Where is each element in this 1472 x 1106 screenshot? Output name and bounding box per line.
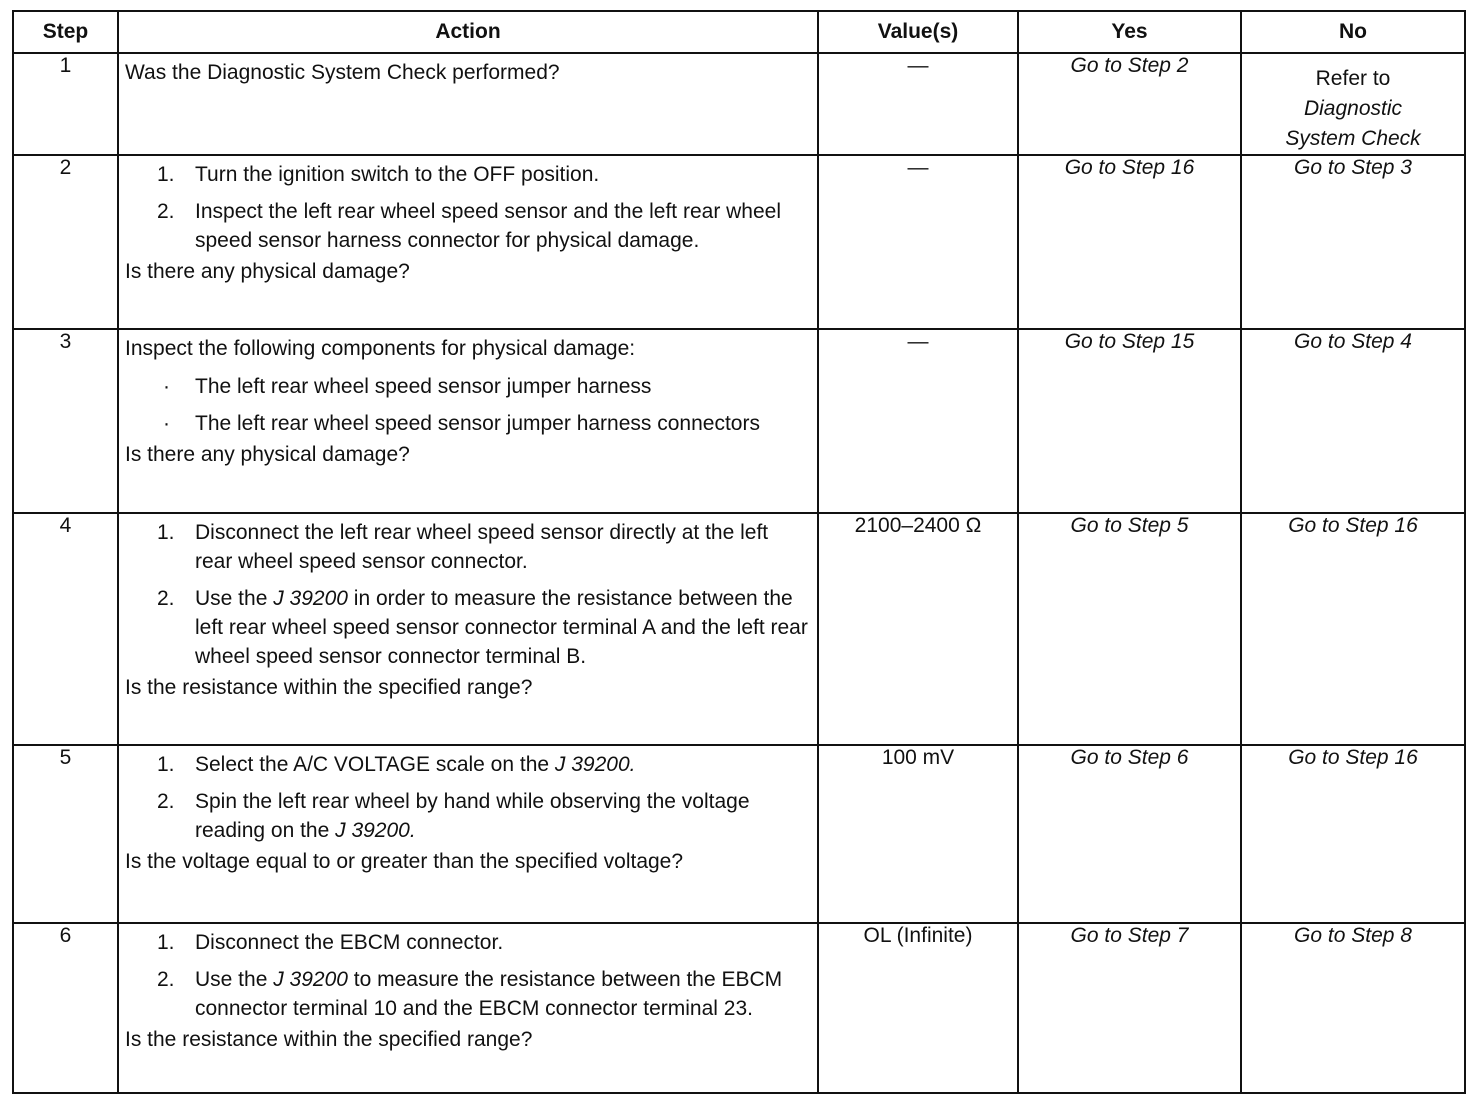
action-cell (118, 53, 818, 155)
action-bullet: · The left rear wheel speed sensor jumper harness connectors (163, 412, 760, 435)
header-no: No (1241, 11, 1465, 53)
no-cell: Go to Step 16 (1241, 745, 1465, 923)
table-row (13, 53, 1465, 155)
step-number: 6 (13, 923, 118, 1093)
action-step: 1. Select the A/C VOLTAGE scale on the J 39200. (157, 753, 636, 776)
header-yes: Yes (1018, 11, 1241, 53)
yes-cell: Go to Step 16 (1018, 155, 1241, 329)
value-cell: — (818, 155, 1018, 329)
no-refer-line: Refer to (1315, 67, 1391, 90)
no-refer-link-line1: Diagnostic (1303, 97, 1403, 120)
no-cell: Go to Step 16 (1241, 513, 1465, 745)
no-cell: Go to Step 8 (1241, 923, 1465, 1093)
value-cell: — (818, 53, 1018, 155)
table-row (13, 155, 1465, 329)
action-bullet: · The left rear wheel speed sensor jumper harness (163, 375, 652, 398)
action-intro: Inspect the following components for physical damage: (125, 337, 636, 360)
action-step: 1. Turn the ignition switch to the OFF position. (157, 163, 600, 186)
action-step: 2. Use the J 39200 in order to measure the resistance between the left rear wheel speed sensor connector terminal A and the left rear wheel speed sensor connector terminal B. (157, 587, 808, 668)
header-step: Step (13, 11, 118, 53)
header-action: Action (118, 11, 818, 53)
value-cell: 100 mV (818, 745, 1018, 923)
yes-cell: Go to Step 6 (1018, 745, 1241, 923)
yes-cell: Go to Step 5 (1018, 513, 1241, 745)
no-cell (1241, 53, 1465, 155)
table-row (13, 513, 1465, 745)
table-row (13, 329, 1465, 513)
yes-cell: Go to Step 7 (1018, 923, 1241, 1093)
action-question: Is the resistance within the specified range? (125, 676, 533, 699)
action-cell (118, 923, 818, 1093)
header-row (13, 11, 1465, 53)
action-question: Is the voltage equal to or greater than the specified voltage? (125, 850, 684, 873)
step-number: 2 (13, 155, 118, 329)
action-step: 2. Inspect the left rear wheel speed sensor and the left rear wheel speed sensor harness connector for physical damage. (157, 200, 782, 252)
action-question: Is there any physical damage? (125, 443, 410, 466)
step-number: 4 (13, 513, 118, 745)
action-question: Is there any physical damage? (125, 260, 410, 283)
action-cell (118, 513, 818, 745)
tool-reference: J 39200. (335, 819, 416, 842)
yes-cell: Go to Step 15 (1018, 329, 1241, 513)
diagnostic-table (12, 10, 1466, 1094)
action-cell (118, 329, 818, 513)
table-row (13, 923, 1465, 1093)
value-cell: OL (Infinite) (818, 923, 1018, 1093)
action-cell (118, 745, 818, 923)
action-question: Was the Diagnostic System Check performed? (125, 61, 560, 84)
step-number: 1 (13, 53, 118, 155)
action-cell (118, 155, 818, 329)
no-refer-link-line2: System Check (1285, 127, 1421, 150)
action-step: 1. Disconnect the left rear wheel speed sensor directly at the left rear wheel speed sensor connector. (157, 521, 769, 573)
action-question: Is the resistance within the specified range? (125, 1028, 533, 1051)
value-cell: 2100–2400 Ω (818, 513, 1018, 745)
action-step: 2. Use the J 39200 to measure the resistance between the EBCM connector terminal 10 and the EBCM connector terminal 23. (157, 968, 783, 1020)
action-step: 2. Spin the left rear wheel by hand while observing the voltage reading on the J 39200. (157, 790, 750, 842)
yes-cell: Go to Step 2 (1018, 53, 1241, 155)
tool-reference: J 39200. (554, 753, 636, 776)
no-cell: Go to Step 4 (1241, 329, 1465, 513)
step-number: 5 (13, 745, 118, 923)
step-number: 3 (13, 329, 118, 513)
value-cell: — (818, 329, 1018, 513)
no-cell: Go to Step 3 (1241, 155, 1465, 329)
header-value: Value(s) (818, 11, 1018, 53)
tool-reference: J 39200 (273, 968, 348, 991)
table-row (13, 745, 1465, 923)
action-step: 1. Disconnect the EBCM connector. (157, 931, 504, 954)
tool-reference: J 39200 (273, 587, 348, 610)
